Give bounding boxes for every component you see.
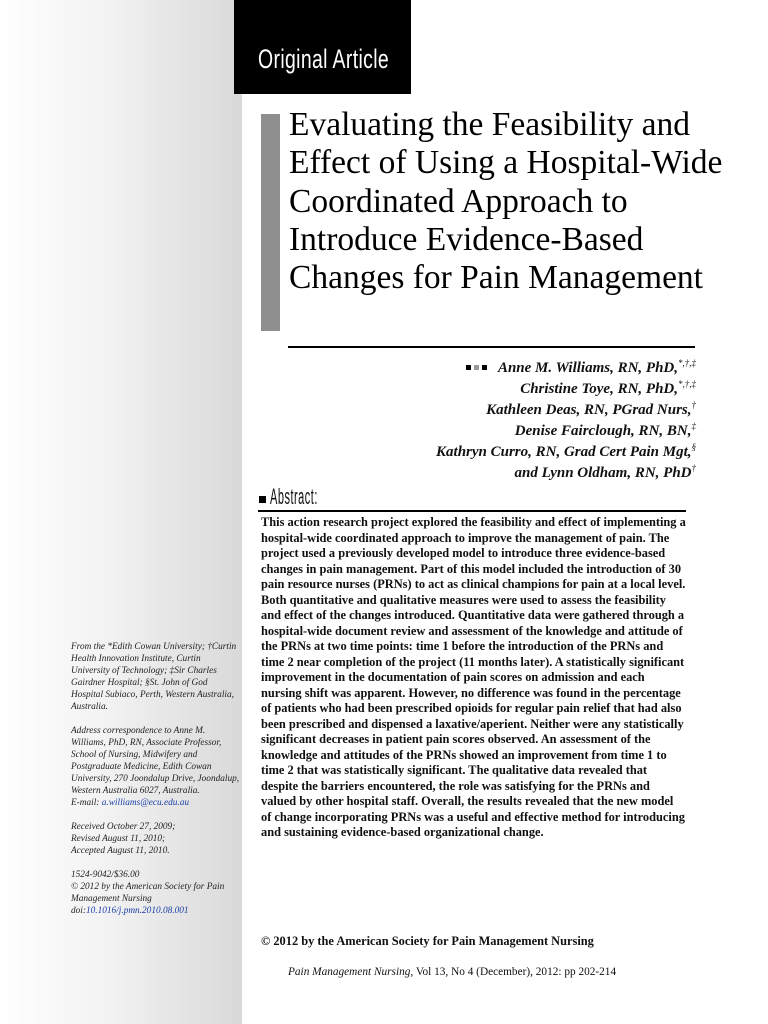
doi-label: doi: <box>71 906 86 916</box>
author-name: Christine Toye, RN, PhD, <box>520 381 678 397</box>
author <box>300 463 696 484</box>
author-name: Kathryn Curro, RN, Grad Cert Pain Mgt, <box>436 444 692 460</box>
author <box>300 421 696 442</box>
author <box>300 442 696 463</box>
author <box>300 356 696 379</box>
author-affiliation-marks: † <box>691 400 696 410</box>
correspondence-note <box>71 725 241 809</box>
email-label: E-mail: <box>71 798 102 808</box>
revised-date: Revised August 11, 2010; <box>71 834 166 844</box>
article-type-label: Original Article <box>258 44 390 74</box>
article-type-banner <box>234 0 411 94</box>
notes-copyright: © 2012 by the American Society for Pain Management Nursing <box>71 882 225 904</box>
author-affiliation-marks: ‡ <box>691 421 696 431</box>
dates-note <box>71 821 241 857</box>
abstract-text: This action research project explored the feasibility and effect of implementing a hospital-wide coordinated approach to improve the management of pain. The project used a previously developed model to introduce three evidence-based changes in pain management. Part of this model included the introduction of 30 pain resource nurses (PRNs) to act as clinical champions for pain at a local level. Both quantitative and qualitative measures were used to assess the feasibility and effect of the changes introduced. Quantitative data were gathered through a hospital-wide document review and assessment of the knowledge and attitude of the PRNs at two time points: time 1 before the introduction of the PRNs and time 2 near completion of the project (11 months later). A statistically significant improvement in the documentation of pain scores on admission and each nursing shift was apparent. However, no difference was found in the percentage of patients who had been prescribed opioids for regular pain relief that had also been prescribed and dispensed a laxative/aperient. Neither were any statistically significant decreases in patient pain scores observed. An assessment of the knowledge and attitudes of the PRNs showed an improvement from time 1 to time 2 that was statistically significant. The qualitative data revealed that despite the barriers encountered, the role was satisfying for the PRNs and valued by other hospital staff. Overall, the results revealed that the new model of change incorporating PRNs was a useful and effective method for introducing and sustaining evidence-based organizational change. <box>261 515 686 839</box>
citation-details: Vol 13, No 4 (December), 2012: pp 202-214 <box>413 966 617 978</box>
author-affiliation-marks: § <box>691 442 696 452</box>
publication-note <box>71 869 241 917</box>
correspondence-address: Address correspondence to Anne M. Williams, PhD, RN, Associate Professor, School of Nursing, Midwifery and Postgraduate Medicine, Edith Cowan University, 270 Joondalup Drive, Joondalup, Western Australia 6027, Australia. <box>71 726 240 796</box>
author-affiliation-marks: *,†,‡ <box>678 358 696 368</box>
received-date: Received October 27, 2009; <box>71 822 176 832</box>
journal-citation <box>288 966 708 978</box>
affiliation-note: From the *Edith Cowan University; †Curtin Health Innovation Institute, Curtin University of Technology; ‡Sir Charles Gairdner Hospital; §St. John of God Hospital Subiaco, Perth, Western Australia, Australia. <box>71 642 237 712</box>
article-notes <box>71 641 241 929</box>
author <box>300 379 696 400</box>
square-bullet-icon <box>259 496 266 503</box>
journal-name: Pain Management Nursing, <box>288 966 414 978</box>
author-affiliation-marks: † <box>691 463 696 473</box>
author-name: Kathleen Deas, RN, PGrad Nurs, <box>486 402 692 418</box>
article-title: Evaluating the Feasibility and Effect of Using a Hospital-Wide Coordinated Approach to Introduce Evidence-Based Changes for Pain Management <box>289 106 723 297</box>
issn: 1524-9042/$36.00 <box>71 870 140 880</box>
abstract-heading <box>256 482 376 512</box>
author-list <box>300 356 696 484</box>
author-name: and Lynn Oldham, RN, PhD <box>514 465 692 481</box>
title-divider <box>288 346 695 348</box>
abstract-divider <box>258 510 686 512</box>
accepted-date: Accepted August 11, 2010. <box>71 846 170 856</box>
decorative-squares-icon <box>466 356 490 377</box>
abstract-copyright: © 2012 by the American Society for Pain Management Nursing <box>261 934 594 948</box>
title-accent-bar <box>261 114 280 331</box>
doi-link[interactable]: 10.1016/j.pmn.2010.08.001 <box>85 906 189 916</box>
author-name: Anne M. Williams, RN, PhD, <box>497 360 678 376</box>
author <box>300 400 696 421</box>
abstract-heading-label: Abstract: <box>270 484 318 509</box>
email-link[interactable]: a.williams@ecu.edu.au <box>101 798 190 808</box>
author-name: Denise Fairclough, RN, BN, <box>514 423 692 439</box>
author-affiliation-marks: *,†,‡ <box>678 379 696 389</box>
